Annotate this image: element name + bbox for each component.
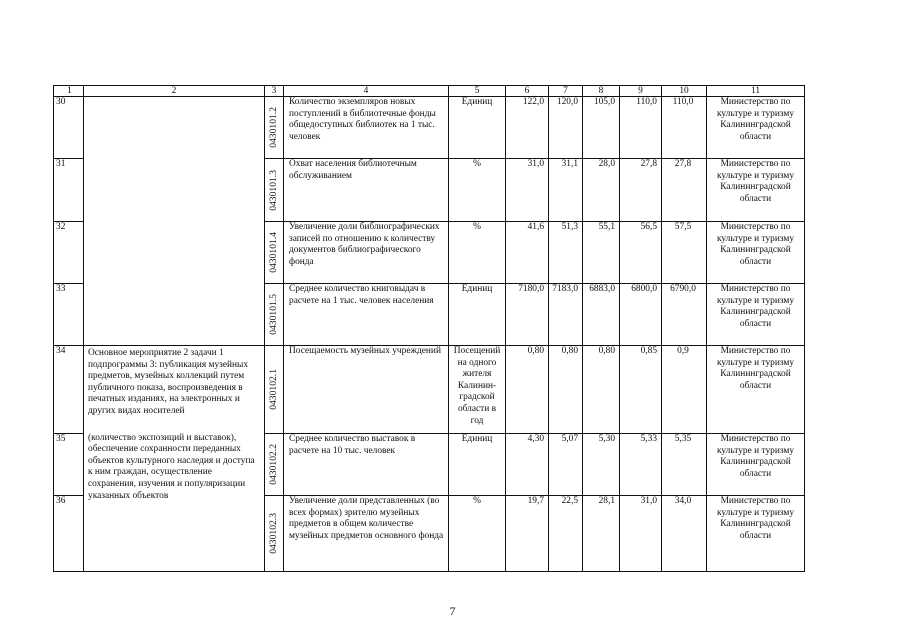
header-col-10: 10 — [662, 86, 707, 97]
value-cell: 31,1 — [549, 159, 583, 222]
value-cell: 6790,0 — [662, 284, 707, 346]
row-number: 33 — [54, 284, 84, 346]
value-cell: 7180,0 — [506, 284, 549, 346]
value-cell: 0,9 — [662, 346, 707, 434]
value-cell: 22,5 — [549, 496, 583, 572]
task-description-part1: Основное мероприятие 2 задачи 1 подпрограммы 3: публикация музейных предметов, музейных коллекций путем публичного показа, воспроизведения в печатных изданиях, на электронных и других видах носителей — [88, 348, 249, 416]
header-col-2: 2 — [84, 86, 265, 97]
indicator-code: 0430101.5 — [265, 284, 284, 346]
value-cell: 19,7 — [506, 496, 549, 572]
table-row — [54, 346, 805, 434]
header-col-4: 4 — [284, 86, 449, 97]
value-cell: 0,80 — [549, 346, 583, 434]
responsible-cell: Министерство по культуре и туризму Калининградской области — [707, 496, 805, 572]
value-cell: 0,80 — [583, 346, 620, 434]
page-number: 7 — [449, 604, 456, 618]
responsible-cell: Министерство по культуре и туризму Калининградской области — [707, 434, 805, 496]
indicator-code: 0430102.3 — [265, 496, 284, 572]
value-cell: 110,0 — [662, 97, 707, 159]
header-col-3: 3 — [265, 86, 284, 97]
header-col-1: 1 — [54, 86, 84, 97]
indicator-code: 0430102.2 — [265, 434, 284, 496]
value-cell: 27,8 — [620, 159, 662, 222]
unit-cell: Единиц — [449, 434, 506, 496]
unit-cell: Единиц — [449, 284, 506, 346]
unit-cell: Посещений на одного жителя Калинин-градской области в год — [449, 346, 506, 434]
indicator-code: 0430102.1 — [265, 346, 284, 434]
header-col-7: 7 — [549, 86, 583, 97]
header-col-5: 5 — [449, 86, 506, 97]
row-number: 34 — [54, 346, 84, 434]
value-cell: 120,0 — [549, 97, 583, 159]
header-col-8: 8 — [583, 86, 620, 97]
responsible-cell: Министерство по культуре и туризму Калининградской области — [707, 284, 805, 346]
value-cell: 5,07 — [549, 434, 583, 496]
value-cell: 55,1 — [583, 222, 620, 284]
indicator-code: 0430101.4 — [265, 222, 284, 284]
header-row — [54, 86, 805, 97]
row-number: 31 — [54, 159, 84, 222]
row-number: 36 — [54, 496, 84, 572]
row-number: 30 — [54, 97, 84, 159]
value-cell: 28,1 — [583, 496, 620, 572]
value-cell: 57,5 — [662, 222, 707, 284]
indicator-name: Посещаемость музейных учреждений — [284, 346, 449, 434]
indicator-code: 0430101.3 — [265, 159, 284, 222]
indicators-table — [53, 85, 805, 572]
indicator-name: Среднее количество выставок в расчете на 10 тыс. человек — [284, 434, 449, 496]
header-col-6: 6 — [506, 86, 549, 97]
task-description-part2: (количество экспозиций и выставок), обеспечение сохранности переданных объектов культурного наследия и доступа к ним граждан, осуществление сохранения, изучения и популяризации указанных объектов — [88, 432, 255, 501]
row-number: 35 — [54, 434, 84, 496]
value-cell: 31,0 — [620, 496, 662, 572]
value-cell: 6883,0 — [583, 284, 620, 346]
value-cell: 51,3 — [549, 222, 583, 284]
responsible-cell: Министерство по культуре и туризму Калининградской области — [707, 222, 805, 284]
indicator-name: Увеличение доли библиографических записей по отношению к количеству документов библиографического фонда — [284, 222, 449, 284]
value-cell: 27,8 — [662, 159, 707, 222]
indicator-name: Увеличение доли представленных (во всех формах) зрителю музейных предметов в общем количестве музейных предметов основного фонда — [284, 496, 449, 572]
value-cell: 5,30 — [583, 434, 620, 496]
indicator-name: Охват населения библиотечным обслуживанием — [284, 159, 449, 222]
header-col-9: 9 — [620, 86, 662, 97]
value-cell: 110,0 — [620, 97, 662, 159]
value-cell: 122,0 — [506, 97, 549, 159]
responsible-cell: Министерство по культуре и туризму Калининградской области — [707, 97, 805, 159]
value-cell: 28,0 — [583, 159, 620, 222]
table-row — [54, 97, 805, 159]
responsible-cell: Министерство по культуре и туризму Калининградской области — [707, 346, 805, 434]
unit-cell: % — [449, 496, 506, 572]
value-cell: 105,0 — [583, 97, 620, 159]
value-cell: 41,6 — [506, 222, 549, 284]
header-col-11: 11 — [707, 86, 805, 97]
responsible-cell: Министерство по культуре и туризму Калининградской области — [707, 159, 805, 222]
indicator-code: 0430101.2 — [265, 97, 284, 159]
value-cell: 5,35 — [662, 434, 707, 496]
unit-cell: % — [449, 222, 506, 284]
indicator-name: Количество экземпляров новых поступлений в библиотечные фонды общедоступных библиотек на 1 тыс. человек — [284, 97, 449, 159]
value-cell: 5,33 — [620, 434, 662, 496]
row-number: 32 — [54, 222, 84, 284]
value-cell: 34,0 — [662, 496, 707, 572]
value-cell: 4,30 — [506, 434, 549, 496]
unit-cell: Единиц — [449, 97, 506, 159]
task-description — [84, 346, 265, 572]
value-cell: 31,0 — [506, 159, 549, 222]
value-cell: 56,5 — [620, 222, 662, 284]
value-cell: 0,80 — [506, 346, 549, 434]
value-cell: 6800,0 — [620, 284, 662, 346]
unit-cell: % — [449, 159, 506, 222]
value-cell: 0,85 — [620, 346, 662, 434]
value-cell: 7183,0 — [549, 284, 583, 346]
indicator-name: Среднее количество книговыдач в расчете на 1 тыс. человек населения — [284, 284, 449, 346]
task-cell-empty — [84, 97, 265, 346]
